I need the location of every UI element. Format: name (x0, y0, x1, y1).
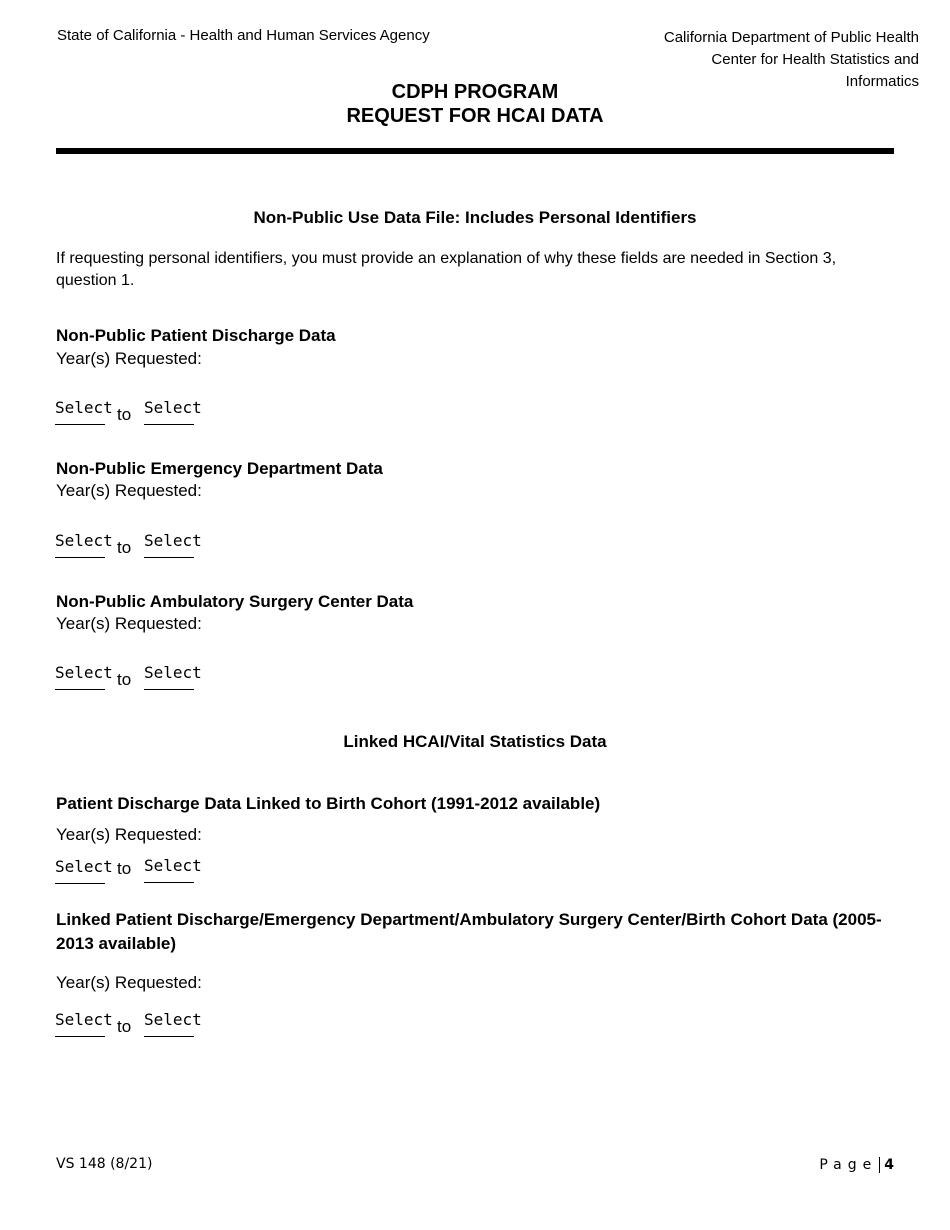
nonpublic-intro: If requesting personal identifiers, you must provide an explanation of why these fields are needed in Section 3, question 1. (56, 250, 837, 289)
to-label: to (117, 1017, 132, 1036)
page-word: Page (819, 1157, 878, 1173)
to-label: to (117, 859, 132, 878)
year-from-select[interactable]: Select (55, 529, 105, 558)
page-number: 4 (884, 1157, 894, 1173)
title-line-2: REQUEST FOR HCAI DATA (346, 105, 604, 127)
year-from-select[interactable]: Select (55, 855, 105, 884)
item-label-birth-cohort: Patient Discharge Data Linked to Birth Cohort (1991-2012 available) (56, 794, 601, 813)
department-line: California Department of Public Health (663, 29, 919, 46)
year-from-select[interactable]: Select (55, 661, 105, 690)
item-label-emergency-department: Non-Public Emergency Department Data (56, 459, 383, 478)
years-requested-label: Year(s) Requested: (56, 614, 202, 633)
department-line: Center for Health Statistics and (711, 51, 919, 68)
year-to-select[interactable]: Select (144, 1008, 194, 1037)
to-label: to (117, 538, 132, 557)
header-divider (56, 148, 894, 154)
page-indicator (819, 1157, 894, 1173)
year-to-select[interactable]: Select (144, 396, 194, 425)
years-requested-label: Year(s) Requested: (56, 349, 202, 368)
linked-heading: Linked HCAI/Vital Statistics Data (343, 732, 607, 751)
item-label-patient-discharge: Non-Public Patient Discharge Data (56, 326, 336, 345)
years-requested-label: Year(s) Requested: (56, 825, 202, 844)
year-to-select[interactable]: Select (144, 529, 194, 558)
years-requested-label: Year(s) Requested: (56, 481, 202, 500)
to-label: to (117, 670, 132, 689)
page-title (0, 80, 950, 128)
year-from-select[interactable]: Select (55, 1008, 105, 1037)
form-id: VS 148 (8/21) (56, 1156, 153, 1172)
title-line-1: CDPH PROGRAM (391, 81, 559, 103)
item-label-ambulatory-surgery: Non-Public Ambulatory Surgery Center Data (56, 592, 414, 611)
year-to-select[interactable]: Select (144, 661, 194, 690)
agency-name: State of California - Health and Human Services Agency (57, 27, 430, 44)
year-to-select[interactable]: Select (144, 854, 194, 883)
years-requested-label: Year(s) Requested: (56, 973, 202, 992)
year-from-select[interactable]: Select (55, 396, 105, 425)
to-label: to (117, 405, 132, 424)
department-line: Informatics (845, 73, 919, 90)
nonpublic-heading: Non-Public Use Data File: Includes Personal Identifiers (253, 208, 697, 227)
item-label-linked-all: Linked Patient Discharge/Emergency Department/Ambulatory Surgery Center/Birth Cohort Data (2005-2013 available) (56, 910, 882, 953)
